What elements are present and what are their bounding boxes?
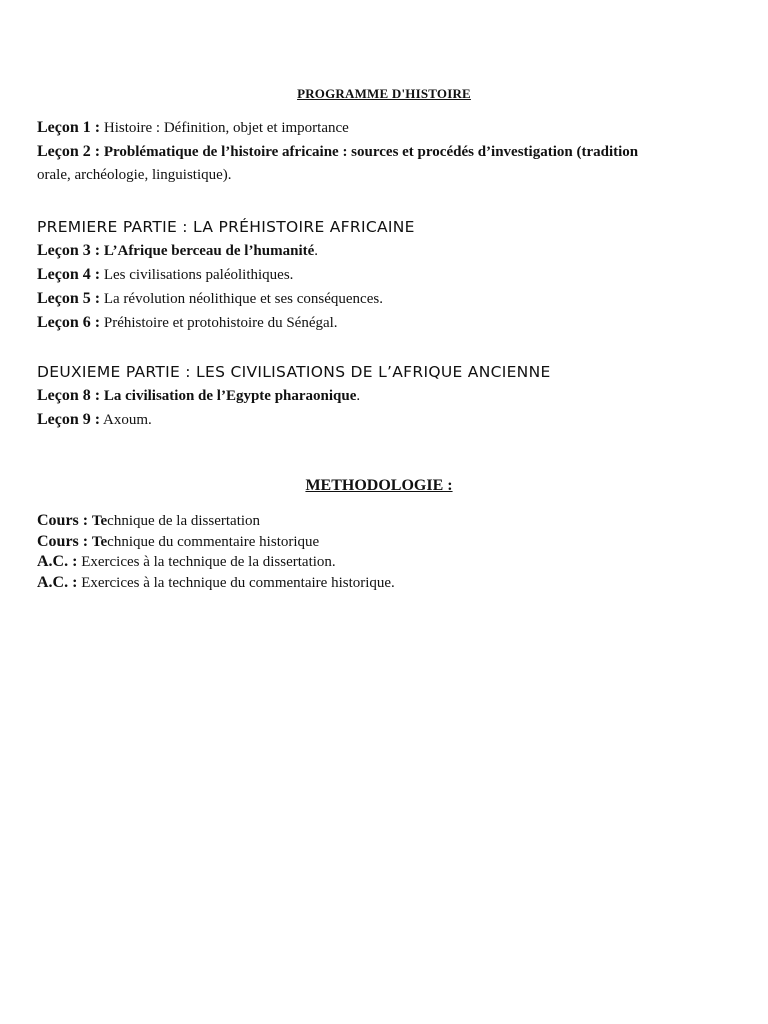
methodology-item — [37, 573, 728, 594]
lesson-4 — [37, 263, 728, 287]
item-bold-prefix: Te — [91, 513, 108, 529]
intro-section — [37, 116, 728, 187]
lesson-2-continuation: orale, archéologie, linguistique). — [37, 167, 232, 183]
item-text: chnique de la dissertation — [107, 513, 261, 529]
lesson-suffix: . — [356, 388, 361, 404]
lesson-label: Leçon 5 : — [37, 290, 101, 307]
part-2-section — [37, 361, 728, 432]
methodology-item — [37, 532, 728, 553]
lesson-text: Les civilisations paléolithiques. — [103, 267, 294, 283]
lesson-2 — [37, 140, 728, 164]
lesson-label: Leçon 3 : — [37, 242, 101, 259]
lesson-6 — [37, 311, 728, 335]
lesson-text: L’Afrique berceau de l’humanité — [103, 243, 315, 259]
lesson-3 — [37, 239, 728, 263]
item-label: Cours : — [37, 512, 89, 529]
part-1-section — [37, 216, 728, 335]
lesson-text: La révolution néolithique et ses conséquences. — [103, 291, 383, 307]
methodology-heading: METHODOLOGIE : — [305, 477, 453, 494]
lesson-9 — [37, 408, 728, 432]
part-2-heading: DEUXIEME PARTIE : LES CIVILISATIONS DE L’AFRIQUE ANCIENNE — [37, 363, 551, 381]
lesson-suffix: . — [314, 243, 319, 259]
item-label: A.C. : — [37, 573, 78, 591]
lesson-text: Préhistoire et protohistoire du Sénégal. — [103, 315, 338, 331]
methodology-section — [37, 511, 728, 593]
lesson-label: Leçon 9 : — [37, 411, 101, 428]
lesson-8 — [37, 384, 728, 408]
lesson-label: Leçon 2 : — [37, 143, 101, 160]
lesson-label: Leçon 4 : — [37, 266, 101, 283]
methodology-item — [37, 511, 728, 532]
item-bold-prefix: Te — [91, 533, 108, 550]
methodology-item — [37, 552, 728, 573]
lesson-text: Histoire : Définition, objet et importance — [103, 120, 349, 136]
part-1-heading: PREMIERE PARTIE : LA PRÉHISTOIRE AFRICAINE — [37, 218, 415, 236]
lesson-text: Axoum. — [103, 412, 152, 428]
lesson-text: La civilisation de l’Egypte pharaonique — [103, 388, 357, 404]
lesson-1 — [37, 116, 728, 140]
lesson-label: Leçon 6 : — [37, 314, 101, 331]
item-label: A.C. : — [37, 553, 78, 570]
lesson-label: Leçon 8 : — [37, 387, 101, 404]
page-title: PROGRAMME D'HISTOIRE — [297, 86, 471, 101]
lesson-text: Problématique de l’histoire africaine : sources et procédés d’investigation (tradition — [103, 144, 639, 160]
item-label: Cours : — [37, 532, 89, 550]
item-text: Exercices à la technique de la dissertation. — [81, 554, 336, 570]
item-text: chnique du commentaire historique — [107, 533, 320, 550]
lesson-label: Leçon 1 : — [37, 119, 101, 136]
lesson-5 — [37, 287, 728, 311]
item-text: Exercices à la technique du commentaire historique. — [81, 574, 395, 591]
